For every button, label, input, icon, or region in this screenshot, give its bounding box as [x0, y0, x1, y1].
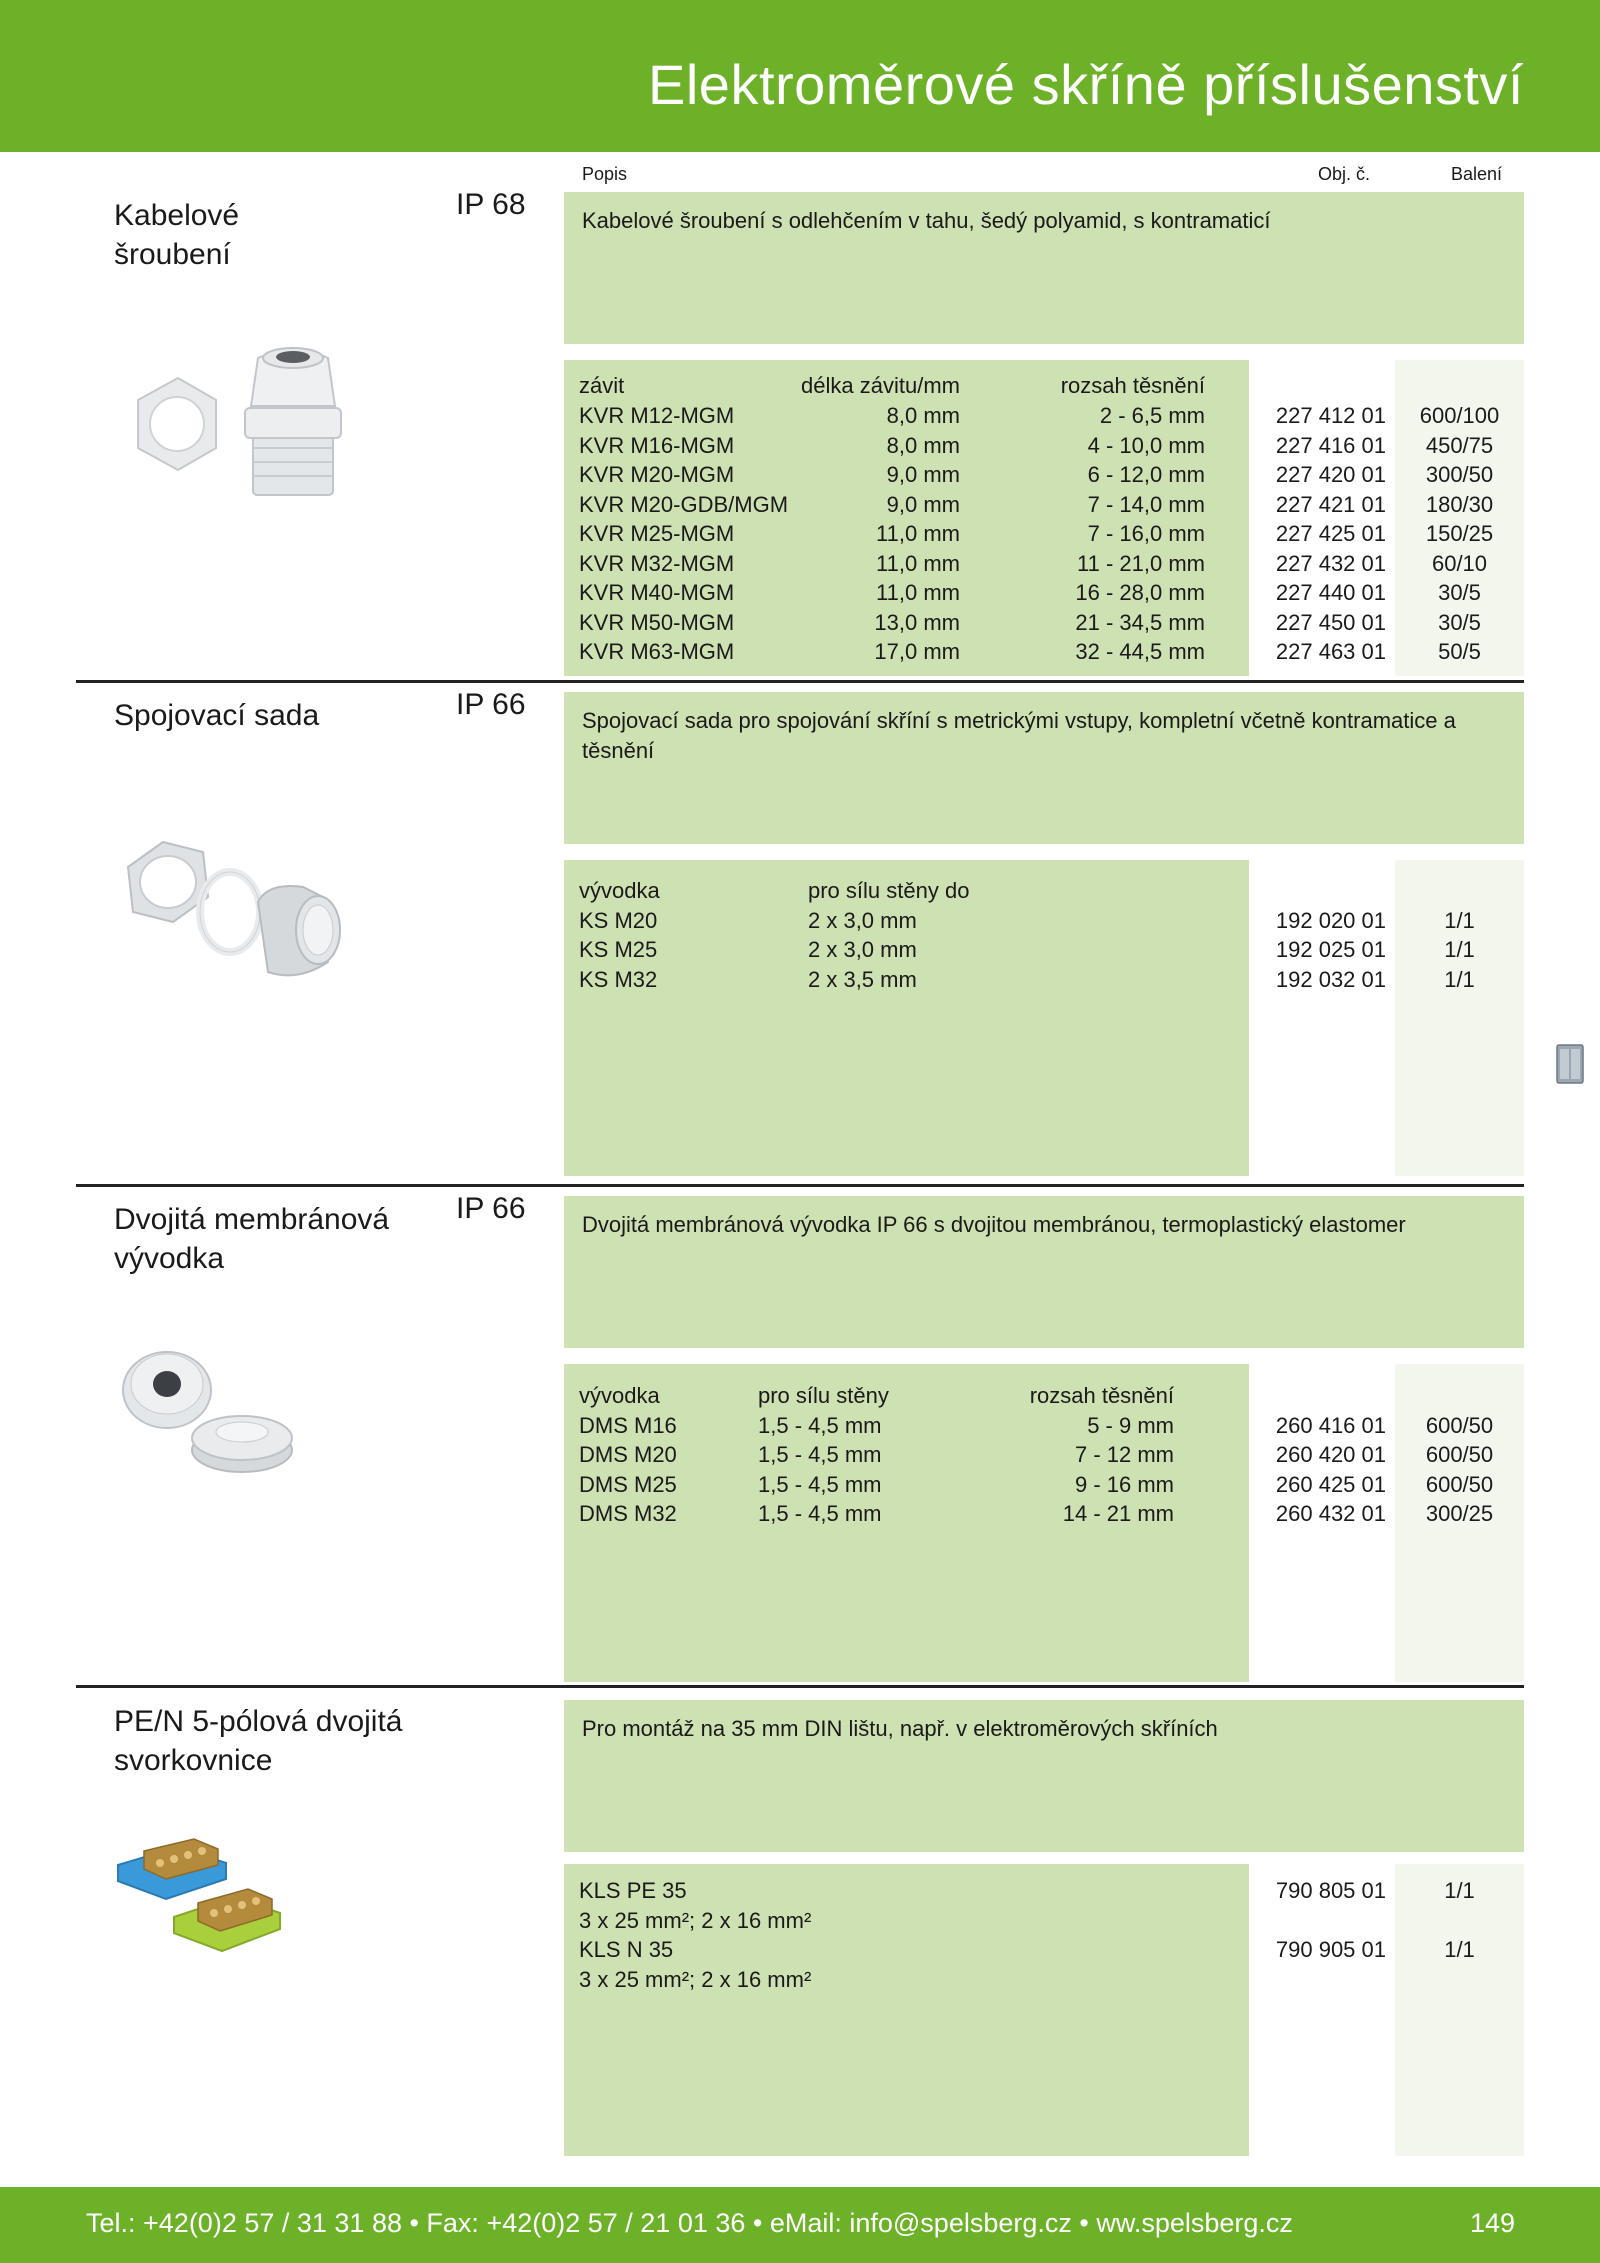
packaging: 1/1	[1444, 1878, 1475, 1903]
order-number: 790 905 01	[1275, 1937, 1386, 1962]
thread-length: 8,0 mm	[886, 432, 960, 458]
product-name: KVR M50-MGM	[579, 609, 735, 635]
packaging: 1/1	[1444, 1937, 1475, 1962]
order-number: 260 416 01	[1275, 1412, 1386, 1438]
order-number: 227 425 01	[1275, 521, 1386, 546]
table-header: rozsah těsnění	[1029, 1383, 1174, 1408]
order-number: 790 805 01	[1275, 1878, 1386, 1903]
sealing-range: 7 - 14,0 mm	[1087, 491, 1205, 517]
table-header: rozsah těsnění	[1060, 373, 1205, 398]
description-box	[564, 192, 1524, 344]
column-header-popis: Popis	[582, 164, 628, 184]
order-number: 192 025 01	[1275, 937, 1386, 962]
table-header: pro sílu stěny	[758, 1383, 889, 1408]
sealing-range: 7 - 16,0 mm	[1087, 521, 1205, 546]
wall-thickness: 1,5 - 4,5 mm	[758, 1442, 882, 1467]
sealing-range: 2 - 6,5 mm	[1099, 403, 1205, 428]
description-text: Dvojitá membránová vývodka IP 66 s dvojitou membránou, termoplastický elastomer	[582, 1212, 1406, 1237]
wall-thickness: 2 x 3,0 mm	[808, 907, 917, 933]
page-footer	[0, 2187, 1600, 2263]
sealing-range: 21 - 34,5 mm	[1075, 609, 1205, 635]
table-header: vývodka	[579, 878, 660, 903]
thread-length: 9,0 mm	[886, 491, 960, 517]
packaging: 30/5	[1438, 609, 1481, 635]
thread-length: 11,0 mm	[876, 550, 960, 576]
table-header: závit	[579, 373, 625, 398]
sealing-range: 16 - 28,0 mm	[1075, 580, 1205, 605]
description-box	[564, 692, 1524, 844]
order-number: 227 463 01	[1275, 639, 1386, 664]
order-number: 192 032 01	[1275, 966, 1386, 992]
sealing-range: 5 - 9 mm	[1087, 1412, 1174, 1438]
column-header-baleni: Balení	[1451, 164, 1503, 184]
table-header: pro sílu stěny do	[808, 878, 970, 903]
order-number: 227 420 01	[1275, 462, 1386, 487]
sealing-range: 14 - 21 mm	[1062, 1501, 1174, 1526]
section-divider	[76, 680, 1524, 683]
product-spec: 3 x 25 mm²; 2 x 16 mm²	[579, 1966, 812, 1992]
page-header	[0, 0, 1600, 152]
description-box	[564, 1196, 1524, 1348]
packaging: 450/75	[1425, 432, 1494, 458]
product-name: KVR M20-GDB/MGM	[579, 491, 789, 517]
wall-thickness: 1,5 - 4,5 mm	[758, 1412, 882, 1438]
section-divider	[76, 1184, 1524, 1187]
product-name: DMS M20	[579, 1442, 677, 1467]
product-name: KLS N 35	[579, 1937, 674, 1962]
thread-length: 11,0 mm	[876, 521, 960, 546]
order-number: 227 432 01	[1275, 550, 1386, 576]
order-number: 227 440 01	[1275, 580, 1386, 605]
section-divider	[76, 1685, 1524, 1688]
ip-rating: IP 68	[456, 188, 526, 221]
product-name: KVR M40-MGM	[579, 580, 735, 605]
packaging: 50/5	[1438, 639, 1481, 664]
table-header: vývodka	[579, 1383, 660, 1408]
terminal-block-image	[114, 1835, 284, 1955]
description-text: Kabelové šroubení s odlehčením v tahu, šedý polyamid, s kontramaticí	[582, 208, 1271, 233]
description-text: Pro montáž na 35 mm DIN lištu, např. v elektroměrových skříních	[582, 1716, 1218, 1741]
sealing-range: 32 - 44,5 mm	[1075, 639, 1205, 664]
product-name: KVR M20-MGM	[579, 462, 735, 487]
product-spec: 3 x 25 mm²; 2 x 16 mm²	[579, 1907, 812, 1933]
product-name: KS M32	[579, 966, 658, 992]
product-name: KVR M63-MGM	[579, 639, 735, 664]
order-number: 227 450 01	[1275, 609, 1386, 635]
cable-gland-image	[118, 340, 358, 520]
packaging: 150/25	[1425, 521, 1494, 546]
sealing-range: 11 - 21,0 mm	[1077, 550, 1205, 576]
wall-thickness: 1,5 - 4,5 mm	[758, 1501, 882, 1526]
packaging: 1/1	[1444, 966, 1475, 992]
thread-length: 8,0 mm	[886, 403, 960, 428]
product-name: DMS M16	[579, 1412, 677, 1438]
sealing-range: 7 - 12 mm	[1074, 1442, 1174, 1467]
sealing-range: 6 - 12,0 mm	[1087, 462, 1205, 487]
product-name: DMS M32	[579, 1501, 677, 1526]
product-name: KVR M25-MGM	[579, 521, 735, 546]
product-name: KVR M12-MGM	[579, 403, 735, 428]
table-header: délka závitu/mm	[801, 373, 960, 398]
ip-rating: IP 66	[456, 1192, 526, 1225]
sealing-range: 9 - 16 mm	[1074, 1471, 1174, 1497]
packaging-column-background	[1395, 1864, 1524, 2156]
connection-set-image	[118, 822, 368, 1002]
section-title-connection-set: Spojovací sada	[114, 699, 320, 732]
sealing-range: 4 - 10,0 mm	[1087, 432, 1205, 458]
packaging: 1/1	[1444, 937, 1475, 962]
description-text: Spojovací sada pro spojování skříní s metrickými vstupy, kompletní včetně kontramatice a těsnění	[582, 708, 1456, 763]
footer-contact: Tel.: +42(0)2 57 / 31 31 88 • Fax: +42(0)2 57 / 21 01 36 • eMail: info@spelsberg.cz • ww.spelsberg.cz	[86, 2208, 1293, 2238]
packaging: 600/50	[1425, 1471, 1494, 1497]
order-number: 260 432 01	[1275, 1501, 1386, 1526]
section-title-cable-glands: Kabelové šroubení	[114, 199, 240, 271]
order-number: 227 416 01	[1275, 432, 1386, 458]
product-name: KS M25	[579, 937, 658, 962]
thread-length: 17,0 mm	[874, 639, 960, 664]
product-name: DMS M25	[579, 1471, 677, 1497]
packaging: 600/100	[1419, 403, 1500, 428]
wall-thickness: 1,5 - 4,5 mm	[758, 1471, 882, 1497]
order-number: 227 412 01	[1275, 403, 1386, 428]
order-number: 260 420 01	[1275, 1442, 1386, 1467]
packaging: 600/50	[1425, 1442, 1494, 1467]
section-title-terminal-block: PE/N 5-pólová dvojitá svorkovnice	[114, 1705, 403, 1777]
packaging: 60/10	[1431, 550, 1488, 576]
cabinet-thumbnail-icon	[1555, 1043, 1585, 1085]
thread-length: 9,0 mm	[886, 462, 960, 487]
packaging: 1/1	[1444, 907, 1475, 933]
section-title-double-membrane-gland: Dvojitá membránová vývodka	[114, 1203, 390, 1275]
order-number: 260 425 01	[1275, 1471, 1386, 1497]
packaging: 180/30	[1425, 491, 1494, 517]
description-box	[564, 1700, 1524, 1852]
order-number: 227 421 01	[1275, 491, 1386, 517]
page-number: 149	[1470, 2208, 1516, 2238]
thread-length: 13,0 mm	[874, 609, 960, 635]
packaging: 600/50	[1425, 1412, 1494, 1438]
double-membrane-gland-image	[112, 1332, 312, 1492]
product-name: KVR M16-MGM	[579, 432, 735, 458]
thread-length: 11,0 mm	[876, 580, 960, 605]
wall-thickness: 2 x 3,5 mm	[808, 966, 917, 992]
product-name: KS M20	[579, 907, 658, 933]
product-name: KLS PE 35	[579, 1878, 687, 1903]
column-header-obj: Obj. č.	[1318, 164, 1371, 184]
packaging: 30/5	[1438, 580, 1481, 605]
ip-rating: IP 66	[456, 688, 526, 721]
page-title: Elektroměrové skříně příslušenství	[648, 53, 1524, 116]
packaging: 300/50	[1425, 462, 1494, 487]
product-name: KVR M32-MGM	[579, 550, 735, 576]
order-number: 192 020 01	[1275, 907, 1386, 933]
packaging: 300/25	[1425, 1501, 1494, 1526]
wall-thickness: 2 x 3,0 mm	[808, 937, 917, 962]
